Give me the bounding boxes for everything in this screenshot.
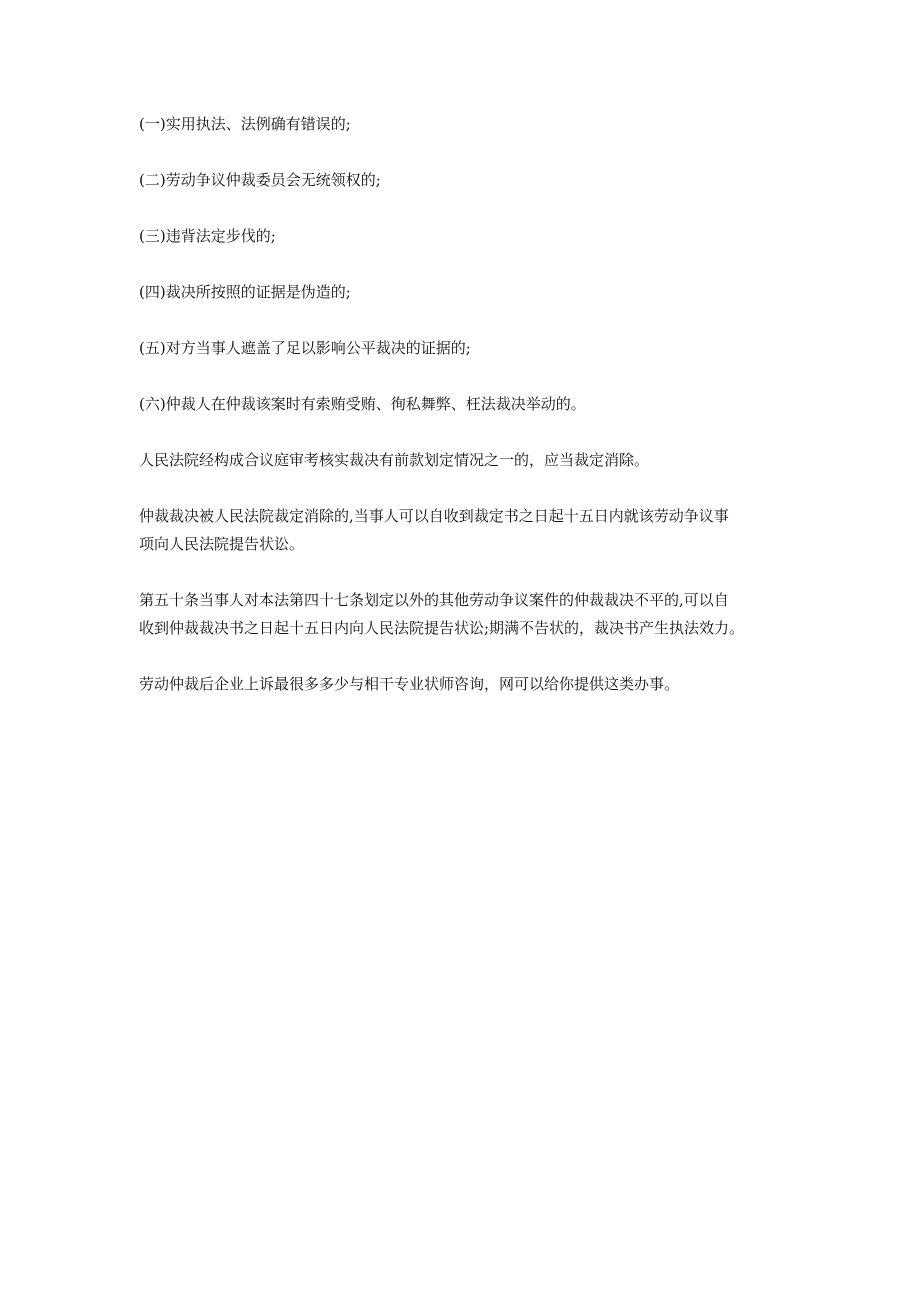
paragraph-line: 第五十条当事人对本法第四十七条划定以外的其他劳动争议案件的仲裁裁决不平的,可以自 [139,591,729,609]
paragraph-court-ruling: 人民法院经构成合议庭审考核实裁决有前款划定情况之一的，应当裁定消除。 [139,451,650,469]
paragraph-article-50 [139,586,799,642]
list-item: (六)仲裁人在仲裁该案时有索贿受贿、徇私舞弊、枉法裁决举动的。 [139,395,586,413]
paragraph-line: 项向人民法院提告状讼。 [139,535,305,553]
list-item: (三)违背法定步伐的; [139,227,276,245]
list-item: (一)实用执法、法例确有错误的; [139,115,351,133]
document-body [139,110,799,726]
list-item: (二)劳动争议仲裁委员会无统领权的; [139,171,381,189]
paragraph-line: 收到仲裁裁决书之日起十五日内向人民法院提告状讼;期满不告状的，裁决书产生执法效力。 [139,619,745,637]
list-item: (四)裁决所按照的证据是伪造的; [139,283,351,301]
paragraph-line: 仲裁裁决被人民法院裁定消除的,当事人可以自收到裁定书之日起十五日内就该劳动争议事 [139,507,729,525]
paragraph-closing: 劳动仲裁后企业上诉最很多多少与相干专业状师咨询，网可以给你提供这类办事。 [139,675,680,693]
paragraph-award-revoked [139,502,799,558]
list-item: (五)对方当事人遮盖了足以影响公平裁决的证据的; [139,339,471,357]
